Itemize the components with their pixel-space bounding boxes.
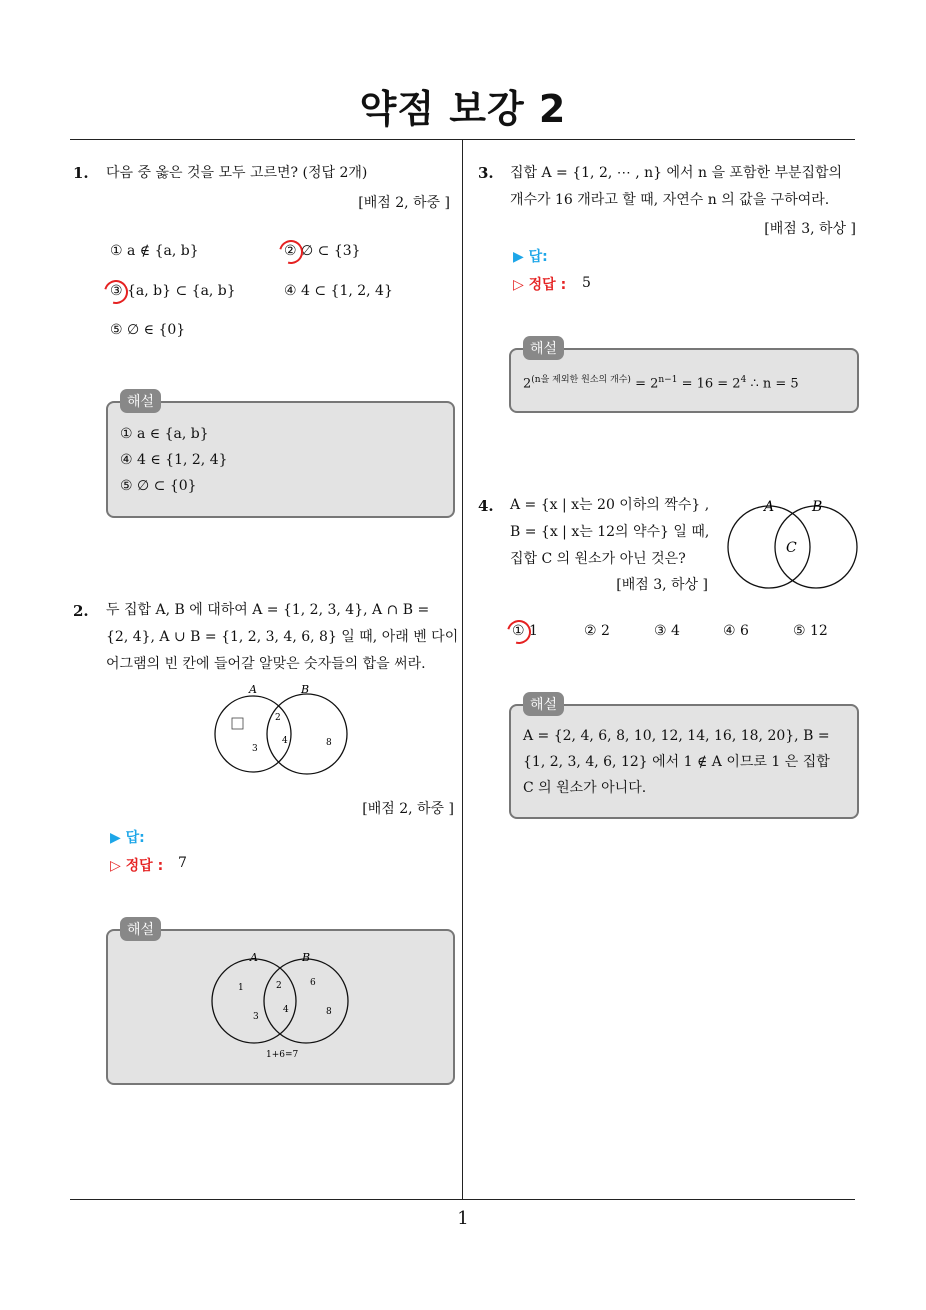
q2-solution-note: 1+6=7 <box>266 1050 299 1060</box>
q2-venn-circle-a <box>215 696 291 772</box>
q1-choice-4[interactable]: ④ 4 ⊂ {1, 2, 4} <box>284 283 393 299</box>
q1-solution-line-3: ⑤ ∅ ⊂ {0} <box>120 478 197 494</box>
q3-text-line-2: 개수가 16 개라고 할 때, 자연수 n 의 값을 구하여라. <box>510 192 830 208</box>
q1-text: 다음 중 옳은 것을 모두 고르면? (정답 2개) <box>106 165 368 181</box>
column-divider <box>462 140 463 1200</box>
q3-text-line-1: 집합 A = {1, 2, ⋯ , n} 에서 n 을 포함한 부분집합의 <box>510 165 843 181</box>
q2-number: 2. <box>73 602 89 620</box>
bottom-divider <box>70 1199 855 1200</box>
q2-venn-value: 3 <box>252 744 258 754</box>
q3-solution-tab: 해설 <box>523 336 564 360</box>
q2-venn-value: 2 <box>275 713 281 723</box>
q4-solution-box <box>509 704 859 819</box>
q4-choice-3[interactable]: ③ 4 <box>654 623 680 639</box>
q1-number: 1. <box>73 164 89 182</box>
q2-text-line-3: 어그램의 빈 칸에 들어갈 알맞은 숫자들의 합을 써라. <box>106 656 426 672</box>
q2-venn-circle-b <box>267 694 347 774</box>
q2-solution-value: 3 <box>253 1012 259 1022</box>
q2-solution-value: 6 <box>310 978 316 988</box>
q4-meta: [배점 3, 하상 ] <box>616 577 708 593</box>
q2-solution-box <box>106 929 455 1085</box>
q3-correct-label: ▷ 정답 : <box>513 277 567 293</box>
q2-solution-circle-a <box>212 959 296 1043</box>
q4-text-line-1: A = {x | x는 20 이하의 짝수} , <box>510 497 710 513</box>
q4-solution-line-1: A = {2, 4, 6, 8, 10, 12, 14, 16, 18, 20}, B = <box>523 728 830 744</box>
q4-solution-line-2: {1, 2, 3, 4, 6, 12} 에서 1 ∉ A 이므로 1 은 집합 <box>523 754 830 770</box>
q3-meta: [배점 3, 하상 ] <box>764 221 856 237</box>
q4-number: 4. <box>478 497 494 515</box>
q2-solution-value: 8 <box>326 1007 332 1017</box>
q2-venn-blank-box <box>232 718 243 729</box>
q2-correct-value: 7 <box>178 855 187 871</box>
q3-solution-exponent-3: 4 <box>740 375 747 385</box>
page-number: 1 <box>457 1208 469 1229</box>
page-title: 약점 보강 2 <box>359 87 567 131</box>
q4-choice-5[interactable]: ⑤ 12 <box>793 623 828 639</box>
q3-solution-equation <box>523 372 799 391</box>
q4-choice-1[interactable]: ① 1 <box>512 623 538 639</box>
q2-solution-value: 1 <box>238 983 244 993</box>
q3-number: 3. <box>478 164 494 182</box>
q2-venn-diagram <box>205 682 355 777</box>
q1-solution-tab: 해설 <box>120 389 161 413</box>
q3-solution-base: 2 <box>523 376 532 392</box>
q1-solution-line-2: ④ 4 ∈ {1, 2, 4} <box>120 452 228 468</box>
q4-venn-label-a: A <box>764 499 775 515</box>
q4-mark-circle-1 <box>503 616 536 649</box>
q1-solution-box <box>106 401 455 518</box>
q4-choice-4[interactable]: ④ 6 <box>723 623 749 639</box>
q2-venn-label-b: B <box>301 683 310 696</box>
q1-choice-3[interactable]: ③ {a, b} ⊂ {a, b} <box>110 283 236 299</box>
q3-solution-eq2: = 16 = 2 <box>677 376 741 392</box>
q4-venn-label-b: B <box>812 499 823 515</box>
q2-correct-label: ▷ 정답 : <box>110 858 164 874</box>
q3-answer-label: ▶ 답: <box>513 249 548 265</box>
q3-solution-exponent: (n을 제외한 원소의 개수) <box>531 375 631 385</box>
q2-venn-value: 8 <box>326 738 332 748</box>
q2-solution-venn <box>206 951 356 1066</box>
q1-choice-1[interactable]: ① a ∉ {a, b} <box>110 243 199 259</box>
q3-solution-exponent-2: n−1 <box>658 375 678 385</box>
q2-solution-circle-b <box>264 959 348 1043</box>
q2-solution-label-a: A <box>250 951 258 964</box>
q2-meta: [배점 2, 하중 ] <box>362 801 454 817</box>
q2-solution-tab: 해설 <box>120 917 161 941</box>
q4-text-line-2: B = {x | x는 12의 약수} 일 때, <box>510 524 710 540</box>
q2-answer-label: ▶ 답: <box>110 830 145 846</box>
q2-venn-value: 4 <box>282 736 288 746</box>
q1-solution-line-1: ① a ∈ {a, b} <box>120 426 209 442</box>
q1-mark-circle-2 <box>275 236 308 269</box>
q2-text-line-2: {2, 4}, A ∪ B = {1, 2, 3, 4, 6, 8} 일 때, 아래 벤 다이 <box>106 629 459 645</box>
q4-venn-circle-a <box>728 506 810 588</box>
q4-choice-2[interactable]: ② 2 <box>584 623 610 639</box>
q4-solution-line-3: C 의 원소가 아니다. <box>523 780 647 796</box>
q1-choice-5[interactable]: ⑤ ∅ ∈ {0} <box>110 322 186 338</box>
q2-venn-label-a: A <box>249 683 257 696</box>
q2-text-line-1: 두 집합 A, B 에 대하여 A = {1, 2, 3, 4}, A ∩ B = <box>106 602 430 618</box>
q4-solution-tab: 해설 <box>523 692 564 716</box>
q3-correct-value: 5 <box>582 275 591 291</box>
q3-solution-tail: ∴ n = 5 <box>746 376 799 392</box>
q4-venn-diagram <box>722 494 862 594</box>
q2-solution-value: 2 <box>276 981 282 991</box>
q1-mark-circle-3 <box>100 276 133 309</box>
q4-venn-label-c: C <box>786 540 797 556</box>
q1-meta: [배점 2, 하중 ] <box>358 195 450 211</box>
q4-text-line-3: 집합 C 의 원소가 아닌 것은? <box>510 551 686 567</box>
q1-choice-2[interactable]: ② ∅ ⊂ {3} <box>284 243 361 259</box>
q2-solution-value: 4 <box>283 1005 289 1015</box>
q2-solution-label-b: B <box>302 951 311 964</box>
q3-solution-eq1: = 2 <box>630 376 659 392</box>
